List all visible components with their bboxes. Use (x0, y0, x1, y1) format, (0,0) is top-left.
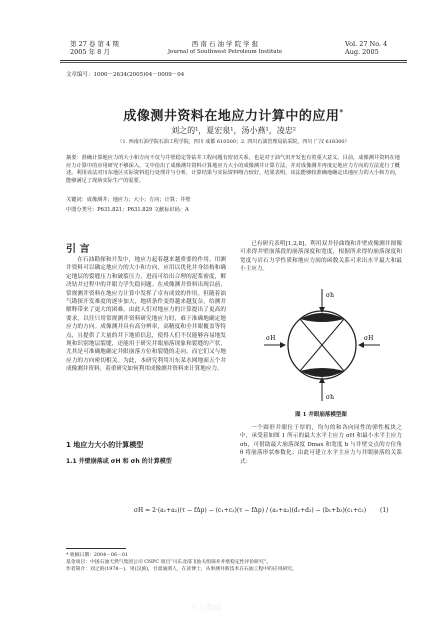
header-rule-thin (60, 62, 407, 63)
classification: 中图分类号：P631.821；P631.829 文献标识码：A (66, 207, 189, 213)
masthead-volume: 第 27 卷 第 4 期 2005 年 8 月 (70, 40, 119, 56)
figure-caption: 图 1 井眼崩落模型图 (295, 412, 347, 418)
borehole-breakout-figure (262, 285, 382, 405)
right-intro-text: 已有研究表明[1,2,8]，利用双井径曲线和井壁成像测井图像可求得井壁崩落段的崩落深度和宽度，根据所求得的崩落深度和宽度与岩石力学性质和地应力间的函数关系可求出水平最大和最小主应力。 (240, 241, 402, 273)
article-number: 文章编号：1000－2634(2005)04－0009－04 (66, 72, 185, 78)
label-sigma-H-left: σH (266, 335, 276, 342)
watermark: 万方数据 (190, 603, 222, 612)
masthead-journal: 西 南 石 油 学 院 学 报 Journal of Southwest Petroleum Institute (167, 40, 283, 55)
authors: 刘之的¹，夏宏泉¹，汤小燕¹，凌忠² (171, 126, 296, 135)
intro-text: 在石油勘探和开发中，地应力起着越来越重要的作用。用测井资料可以确定地应力的大小和方向，应用以优化井身结构和确定地层的裂缝压力和破裂压力，进而可给出合理的泥浆密度，解决钻井过程中的井眼力学失稳问题。在成像测井资料出现以前，常规测井资料在地应力计算中发挥了卓有成效的作用。但随着油气勘探开发难度的逐步加大，地质条件变得越来越复杂，给测井解释带来了更大的困难，由此人们对地应力的计算提出了更高的要求，以往只用常规测井资料研究地应力时，难于准确地确定地应力的方向。成像测井具有高分辨率，高精度和全井眼覆盖等特点，且提供了大量的井下地质信息，使得人们不仅能够容易地发现和识别地层裂缝，还能用于研究井眼崩落现象和裂缝的产状，尤其是可准确地确定井眼崩落方位和裂缝的走向，而它们又与地应力的方向密切相关。为此，本研究利用川东某水网地面五个井成像测井资料，着重研究如何利用成像测井资料来计算地应力。 (66, 257, 226, 373)
footnotes: * 收稿日期：2004－06－01 基金项目：中国石油天然气集团公司 CNPC 项目“川东北部飞仙关组探井井壁稳定性评价研究”。 作者简介：刘之的(1978－)，男(汉族)，甘肃通渭人，在读博士，从事测井新技术在石油工程中的应用研究。 (66, 553, 297, 572)
abstract: 摘要：准确计算地应力的大小和方向不仅与井壁稳定等钻井工程问题有密切关系，也是对于油气田开发也有着重大意义。目前，成像测井资料在地应力计算中的应用研究不够深入，文中给出了成像测井资料计算地应力大小的成像测井计算方法，并对成像测井再度定地应力方向的方法进行了概述。利用该法对川东地区实际资料进行处理并与分析，计算结果与实际资料吻合较好，结果表明，该法能够较准确地确定出地应力的大小和方向，能够满足了现场实际生产的需要。 (66, 155, 400, 184)
section-1-1-heading: 1.1 井壁崩落或 σH 和 σh 的计算模型 (66, 458, 172, 465)
label-sigma-H-right: σH (364, 335, 374, 342)
section-1-heading: 1 地应力大小的计算模型 (66, 441, 144, 449)
label-sigma-h-top: σh (326, 292, 334, 299)
masthead-issue: Vol. 27 No. 4 Aug. 2005 (345, 40, 388, 56)
label-sigma-h-bottom: σh (326, 394, 334, 401)
right-model-text: 一个圆形井眼位于厚的，均匀的和各向同性的弹性板块之中，承受着如图 1 所示的最大水平主应力 σH 和最小水平主应力 σh，可借助最大崩落深度 Dmax 和宽度 b 与井壁交点的方位角 θ 将崩落形状参数化；由此可建立水平主应力与井眼崩落的关系式： (240, 425, 402, 465)
footnote-rule (66, 548, 126, 549)
equation-1-number: (1) (380, 507, 389, 514)
equation-1: σH = 2·(a₁+a₂)(τ − fΔp) − (c₁+c₂)(τ − fΔp) / (a₁+a₂)(d₁+d₂) − (b₁+b₂)(c₁+c₂) (133, 507, 367, 514)
affiliation: （1. 西南石油学院石油工程学院，四川 成都 610500；2. 四川石油管理局钻采院，四川 广汉 618300） (117, 139, 350, 145)
keywords: 关键词：成像测井；地应力；大小；方向；计算；井壁 (66, 197, 191, 203)
article-title: 成像测井资料在地应力计算中的应用* (123, 107, 344, 124)
intro-heading: 引 言 (66, 244, 90, 255)
header-rule (60, 60, 407, 61)
